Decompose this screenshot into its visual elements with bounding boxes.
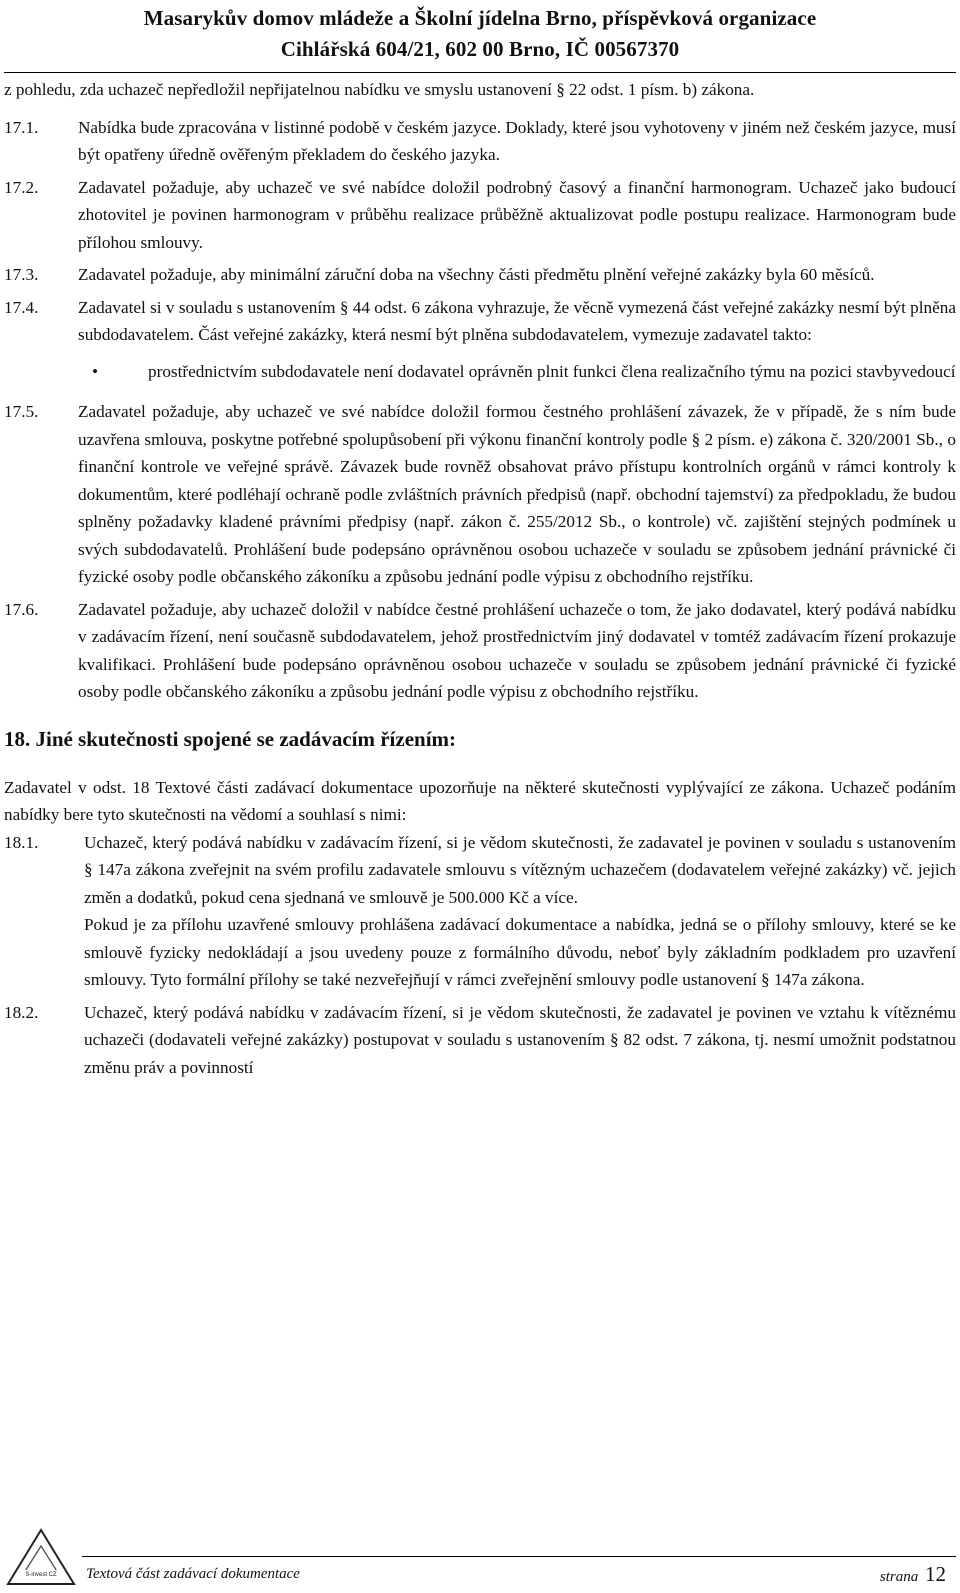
bullet-dot-icon: •: [92, 361, 99, 381]
clause-text: Uchazeč, který podává nabídku v zadávacím řízení, si je vědom skutečnosti, že zadavatel je povinen ve vztahu k vítěznému uchazeči (dodavateli veřejné zakázky) postupovat v souladu s ustanovením § 82 odst. 7 zákona, tj. nesmí umožnit podstatnou změnu práv a povinností: [84, 1002, 956, 1077]
svg-text:S-invest CZ: S-invest CZ: [25, 1572, 57, 1578]
clause-number: 18.1.: [4, 832, 39, 852]
clause-number: 18.2.: [4, 1002, 39, 1022]
clause-17-4: [4, 294, 956, 394]
clause-17-2: [4, 174, 956, 257]
clause-number: 17.2.: [4, 177, 39, 197]
clause-number: 17.1.: [4, 117, 39, 137]
clause-17-6: [4, 596, 956, 706]
lead-paragraph: z pohledu, zda uchazeč nepředložil nepřijatelnou nabídku ve smyslu ustanovení § 22 odst. 1 písm. b) zákona.: [4, 80, 755, 99]
clause-number: 17.3.: [4, 265, 39, 284]
footer-rule: [82, 1556, 956, 1557]
footer-document-title: Textová část zadávací dokumentace: [86, 1566, 300, 1582]
header-organization: Masarykův domov mládeže a Školní jídelna Brno, příspěvková organizace: [143, 6, 817, 30]
clause-text: Pokud je za přílohu uzavřené smlouvy prohlášena zadávací dokumentace a nabídka, jedná se o přílohy smlouvy, které se ke smlouvě fyzicky nedokládají a jsou uvedeny pouze z formálního důvodu, neboť byly základním podkladem pro uzavření smlouvy. Tyto formální přílohy se také nezveřejňují v rámci zveřejnění smlouvy podle ustanovení § 147a zákona.: [84, 915, 956, 989]
clause-text: Zadavatel požaduje, aby uchazeč ve své nabídce doložil formou čestného prohlášení závazek, že v případě, že s ním bude uzavřena smlouva, poskytne potřebné spolupůsobení při výkonu finanční kontroly podle § 2 písm. e) zákona č. 320/2001 Sb., o finanční kontrole ve veřejné správě. Závazek bude rovněž obsahovat právo přístupu kontrolních orgánů v rámci kontroly k dokumentům, které podléhají ochraně podle zvláštních právních předpisů (např. obchodní tajemství) za předpokladu, že budou splněny požadavky kladené právními předpisy (např. zákon č. 255/2012 Sb., o kontrole) vč. zajištění stejných podmínek u svých subdodavatelů. Prohlášení bude podepsáno oprávněnou osobou uchazeče v souladu se způsobem jednání právnické či fyzické osoby podle občanského zákoníku a způsobu jednání podle výpisu z obchodního rejstříku.: [78, 402, 956, 586]
page-number: 12: [925, 1562, 946, 1586]
clause-text: Zadavatel požaduje, aby uchazeč doložil v nabídce čestné prohlášení uchazeče o tom, že jako dodavatel, který podává nabídku v zadávacím řízení, není současně subdodavatelem, jehož prostřednictvím jiný dodavatel v tomtéž zadávacím řízení prokazuje kvalifikaci. Prohlášení bude podepsáno oprávněnou osobou uchazeče v souladu se způsobem jednání právnické či fyzické osoby podle občanského zákoníku a způsobu jednání podle výpisu z obchodního rejstříku.: [78, 599, 956, 701]
clause-text: Zadavatel požaduje, aby uchazeč ve své nabídce doložil podrobný časový a finanční harmonogram. Uchazeč jako budoucí zhotovitel je povinen harmonogram v průběhu realizace průběžně aktualizovat podle postupu realizace. Harmonogram bude přílohou smlouvy.: [78, 177, 956, 252]
clause-body: [78, 294, 956, 394]
clause-body: [84, 829, 956, 994]
clause-text: Nabídka bude zpracována v listinné podobě v českém jazyce. Doklady, které jsou vyhotoveny v jiném než českém jazyce, musí být opatřeny úředně ověřeným překladem do českého jazyka.: [78, 117, 956, 164]
company-logo-icon: [4, 1524, 78, 1588]
clause-number: 17.5.: [4, 402, 39, 421]
document-body: [4, 76, 956, 1086]
clause-18-1: [4, 829, 956, 994]
clause-text: Uchazeč, který podává nabídku v zadávacím řízení, si je vědom skutečnosti, že zadavatel je povinen v souladu s ustanovením § 147a zákona zveřejnit na svém profilu zadavatele smlouvu s vítězným uchazečem (dodavatelem veřejné zakázky) vč. jejich změn a dodatků, pokud cena sjednaná ve smlouvě je 500.000 Kč a více.: [84, 832, 956, 907]
page-header: [0, 0, 960, 72]
clause-number: 17.4.: [4, 297, 39, 317]
section-intro: Zadavatel v odst. 18 Textové části zadávací dokumentace upozorňuje na některé skutečnosti vyplývající ze zákona. Uchazeč podáním nabídky bere tyto skutečnosti na vědomí a souhlasí s nimi:: [4, 777, 956, 824]
section-heading-18: 18. Jiné skutečnosti spojené se zadávacím řízením:: [4, 726, 457, 751]
footer-page-info: [880, 1562, 946, 1587]
clause-number: 17.6.: [4, 599, 39, 619]
page-label: strana: [879, 1569, 919, 1585]
clause-17-1: [4, 114, 956, 169]
bullet-text: prostřednictvím subdodavatele není dodavatel oprávněn plnit funkci člena realizačního týmu na pozici stavbyvedoucí: [148, 361, 956, 381]
clause-text: Zadavatel požaduje, aby minimální záruční doba na všechny části předmětu plnění veřejné zakázky byla 60 měsíců.: [78, 265, 875, 284]
clause-18-2: [4, 999, 956, 1082]
clause-text: Zadavatel si v souladu s ustanovením § 44 odst. 6 zákona vyhrazuje, že věcně vymezená část veřejné zakázky nesmí být plněna subdodavatelem. Část veřejné zakázky, která nesmí být plněna subdodavatelem, vymezuje zadavatel takto:: [78, 297, 956, 344]
clause-17-5: [4, 398, 956, 591]
header-rule: [4, 72, 956, 73]
header-address: Cihlářská 604/21, 602 00 Brno, IČ 00567370: [280, 37, 680, 61]
bullet-item: [78, 358, 956, 386]
clause-17-3: [4, 261, 956, 289]
